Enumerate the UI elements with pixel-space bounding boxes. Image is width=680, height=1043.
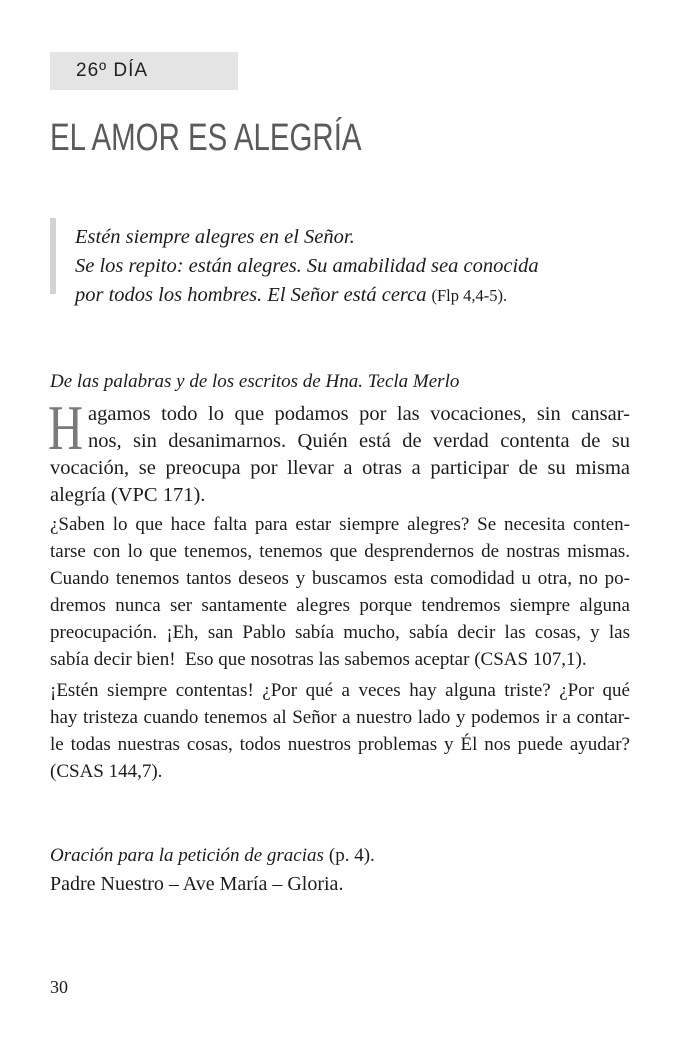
quote-line-text: por todos los hombres. El Señor está cerca	[75, 284, 427, 306]
paragraph-line: alegría (VPC 171).	[50, 484, 206, 506]
body-paragraph	[50, 677, 630, 785]
quote-line: Estén siempre alegres en el Señor.	[75, 226, 355, 248]
paragraph-line: agamos todo lo que podamos por las vocaciones, sin cansar-	[88, 403, 630, 425]
paragraph-line: le todas nuestras cosas, todos nuestros problemas y Él nos puede ayudar?	[50, 734, 630, 755]
quote-line	[75, 281, 539, 310]
paragraph-line: Cuando tenemos tantos deseos y buscamos esta comodidad u otra, no po-	[50, 568, 630, 589]
paragraph-line: tarse con lo que tenemos, tenemos que desprendernos de nostras mismas.	[50, 541, 630, 562]
paragraph-line: sabía decir bien! Eso que nosotras las sabemos aceptar (CSAS 107,1).	[50, 649, 587, 670]
prayer-reference: (p. 4).	[328, 845, 375, 866]
prayer-line: Padre Nuestro – Ave María – Gloria.	[50, 873, 344, 895]
epigraph-quote	[75, 223, 539, 310]
page-number: 30	[50, 977, 68, 997]
paragraph-line: ¿Saben lo que hace falta para estar siempre alegres? Se necesita conten-	[50, 514, 630, 535]
day-label: 26º DÍA	[76, 60, 149, 81]
paragraph-line: preocupación. ¡Eh, san Pablo sabía mucho, sabía decir las cosas, y las	[50, 622, 630, 643]
prayer-instruction-text: Oración para la petición de gracias	[50, 845, 324, 866]
quote-line: Se los repito: están alegres. Su amabilidad sea conocida	[75, 255, 539, 277]
paragraph-line: ¡Estén siempre contentas! ¿Por qué a veces hay alguna triste? ¿Por qué	[50, 680, 630, 701]
paragraph-line: vocación, se preocupa por llevar a otras a participar de su misma	[50, 457, 630, 479]
paragraph-line: hay tristeza cuando tenemos al Señor a nuestro lado y podemos ir a contar-	[50, 707, 630, 728]
source-attribution: De las palabras y de los escritos de Hna. Tecla Merlo	[50, 371, 460, 392]
quote-bar	[50, 218, 56, 294]
prayer-instruction	[50, 842, 375, 869]
paragraph-line: (CSAS 144,7).	[50, 761, 163, 782]
body-paragraph	[50, 401, 630, 509]
chapter-title: EL AMOR ES ALEGRÍA	[50, 117, 362, 159]
paragraph-line: nos, sin desanimarnos. Quién está de verdad contenta de su	[88, 430, 630, 452]
quote-reference: (Flp 4,4-5).	[431, 286, 508, 305]
drop-cap: H	[48, 393, 84, 463]
body-paragraph	[50, 511, 630, 673]
day-label-box	[50, 52, 238, 90]
paragraph-line: dremos nunca ser santamente alegres porque tendremos siempre alguna	[50, 595, 630, 616]
